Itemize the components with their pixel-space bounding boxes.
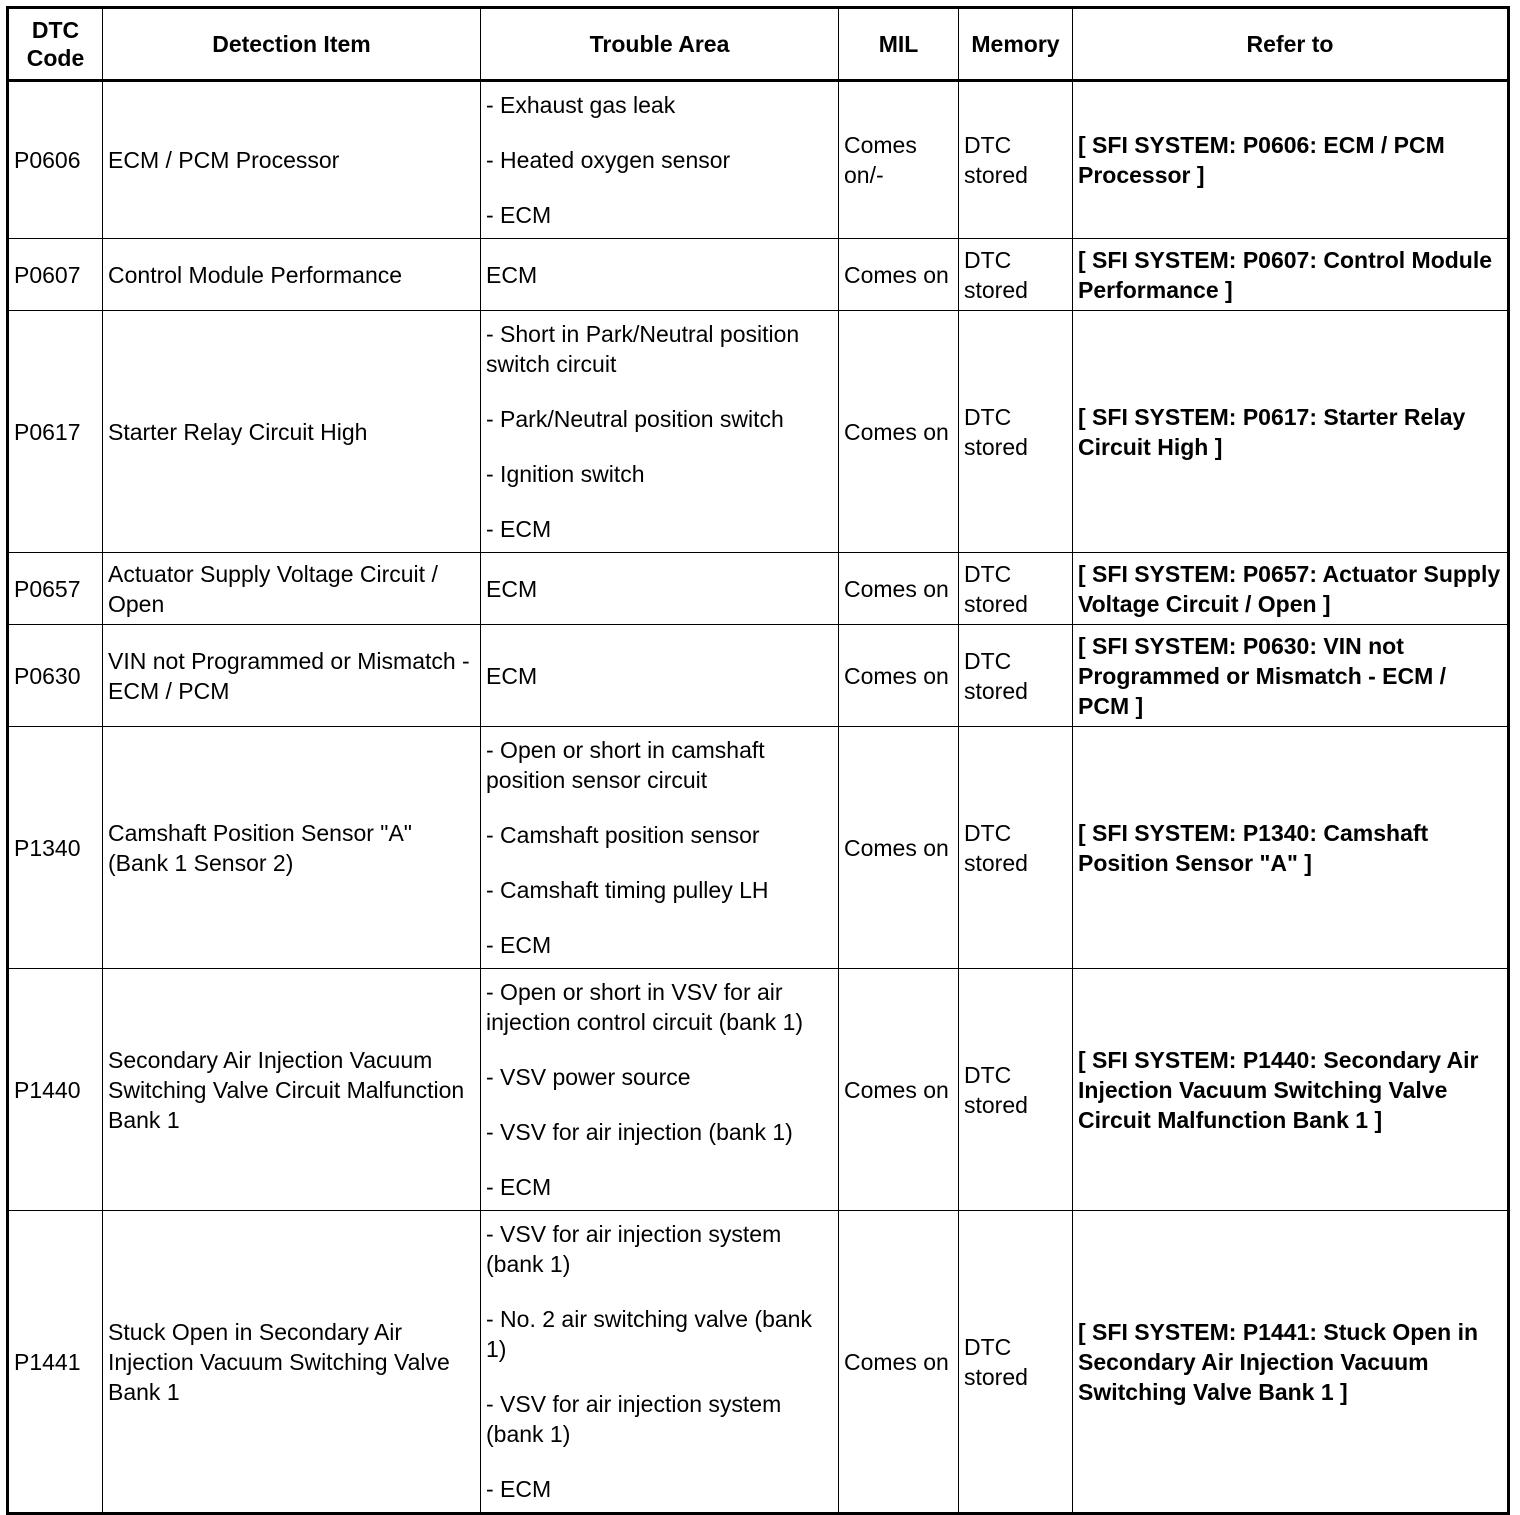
- detection-item-cell: Actuator Supply Voltage Circuit / Open: [103, 553, 481, 625]
- memory-cell: DTC stored: [959, 625, 1073, 727]
- refer-to-cell: [ SFI SYSTEM: P0606: ECM / PCM Processor ]: [1073, 81, 1509, 239]
- table-row: [8, 239, 1509, 311]
- trouble-area-item: - ECM: [486, 1174, 552, 1200]
- refer-to-cell: [ SFI SYSTEM: P0607: Control Module Performance ]: [1073, 239, 1509, 311]
- trouble-area-item: - VSV for air injection system (bank 1): [486, 1391, 782, 1447]
- header-trouble-area: Trouble Area: [481, 8, 839, 81]
- trouble-area-item: - Camshaft timing pulley LH: [486, 877, 769, 903]
- mil-cell: Comes on: [839, 1211, 959, 1514]
- memory-cell: DTC stored: [959, 1211, 1073, 1514]
- trouble-area-item: ECM: [486, 662, 538, 689]
- header-mil: MIL: [839, 8, 959, 81]
- trouble-area-item: - ECM: [486, 1476, 552, 1502]
- trouble-area-item: - Ignition switch: [486, 461, 645, 487]
- table-row: [8, 969, 1509, 1211]
- trouble-area-item: - No. 2 air switching valve (bank 1): [486, 1306, 812, 1362]
- trouble-area-cell: [481, 1211, 839, 1514]
- trouble-area-item: - Open or short in VSV for air injection control circuit (bank 1): [486, 979, 804, 1035]
- refer-to-cell: [ SFI SYSTEM: P0630: VIN not Programmed or Mismatch - ECM / PCM ]: [1073, 625, 1509, 727]
- table-row: [8, 727, 1509, 969]
- detection-item-cell: Secondary Air Injection Vacuum Switching Valve Circuit Malfunction Bank 1: [103, 969, 481, 1211]
- trouble-area-cell: [481, 727, 839, 969]
- trouble-area-item: - Camshaft position sensor: [486, 822, 760, 848]
- table-row: [8, 1211, 1509, 1514]
- refer-to-cell: [ SFI SYSTEM: P1340: Camshaft Position Sensor "A" ]: [1073, 727, 1509, 969]
- trouble-area-cell: [481, 81, 839, 239]
- table-row: [8, 311, 1509, 553]
- memory-cell: DTC stored: [959, 969, 1073, 1211]
- trouble-area-item: ECM: [486, 261, 538, 288]
- trouble-area-item: - Open or short in camshaft position sensor circuit: [486, 737, 765, 793]
- trouble-area-item: - Short in Park/Neutral position switch circuit: [486, 321, 800, 377]
- refer-to-cell: [ SFI SYSTEM: P1440: Secondary Air Injection Vacuum Switching Valve Circuit Malfunction Bank 1 ]: [1073, 969, 1509, 1211]
- header-row: [8, 8, 1509, 81]
- dtc-code-cell: P1340: [8, 727, 103, 969]
- mil-cell: Comes on: [839, 311, 959, 553]
- mil-cell: Comes on: [839, 239, 959, 311]
- refer-to-cell: [ SFI SYSTEM: P0657: Actuator Supply Voltage Circuit / Open ]: [1073, 553, 1509, 625]
- memory-cell: DTC stored: [959, 239, 1073, 311]
- dtc-code-cell: P1441: [8, 1211, 103, 1514]
- header-dtc-code-line1: DTC: [31, 17, 80, 43]
- memory-cell: DTC stored: [959, 727, 1073, 969]
- refer-to-cell: [ SFI SYSTEM: P0617: Starter Relay Circuit High ]: [1073, 311, 1509, 553]
- detection-item-cell: Starter Relay Circuit High: [103, 311, 481, 553]
- detection-item-cell: ECM / PCM Processor: [103, 81, 481, 239]
- mil-cell: Comes on: [839, 969, 959, 1211]
- detection-item-cell: Stuck Open in Secondary Air Injection Vacuum Switching Valve Bank 1: [103, 1211, 481, 1514]
- trouble-area-item: - VSV for air injection (bank 1): [486, 1119, 793, 1145]
- detection-item-cell: Control Module Performance: [103, 239, 481, 311]
- dtc-table: [6, 6, 1510, 1515]
- dtc-code-cell: P0606: [8, 81, 103, 239]
- trouble-area-item: - ECM: [486, 932, 552, 958]
- header-refer-to: Refer to: [1073, 8, 1509, 81]
- header-memory: Memory: [959, 8, 1073, 81]
- mil-cell: Comes on: [839, 553, 959, 625]
- dtc-code-cell: P1440: [8, 969, 103, 1211]
- dtc-code-cell: P0607: [8, 239, 103, 311]
- detection-item-cell: Camshaft Position Sensor "A" (Bank 1 Sensor 2): [103, 727, 481, 969]
- memory-cell: DTC stored: [959, 81, 1073, 239]
- refer-to-cell: [ SFI SYSTEM: P1441: Stuck Open in Secondary Air Injection Vacuum Switching Valve Bank 1 ]: [1073, 1211, 1509, 1514]
- mil-cell: Comes on: [839, 727, 959, 969]
- memory-cell: DTC stored: [959, 311, 1073, 553]
- header-dtc-code-line2: Code: [26, 45, 85, 71]
- mil-cell: Comes on/-: [839, 81, 959, 239]
- trouble-area-item: - ECM: [486, 516, 552, 542]
- trouble-area-item: ECM: [486, 575, 538, 602]
- trouble-area-item: - ECM: [486, 202, 552, 228]
- table-row: [8, 625, 1509, 727]
- trouble-area-item: - Heated oxygen sensor: [486, 147, 731, 173]
- header-detection-item: Detection Item: [103, 8, 481, 81]
- trouble-area-cell: [481, 311, 839, 553]
- detection-item-cell: VIN not Programmed or Mismatch - ECM / PCM: [103, 625, 481, 727]
- trouble-area-item: - VSV power source: [486, 1064, 691, 1090]
- trouble-area-cell: [481, 969, 839, 1211]
- mil-cell: Comes on: [839, 625, 959, 727]
- trouble-area-cell: [481, 553, 839, 625]
- dtc-code-cell: P0617: [8, 311, 103, 553]
- trouble-area-item: - VSV for air injection system (bank 1): [486, 1221, 782, 1277]
- trouble-area-item: - Park/Neutral position switch: [486, 406, 784, 432]
- table-header: [8, 8, 1509, 81]
- trouble-area-cell: [481, 625, 839, 727]
- dtc-code-cell: P0630: [8, 625, 103, 727]
- trouble-area-cell: [481, 239, 839, 311]
- memory-cell: DTC stored: [959, 553, 1073, 625]
- dtc-code-cell: P0657: [8, 553, 103, 625]
- header-dtc-code: [8, 8, 103, 81]
- trouble-area-item: - Exhaust gas leak: [486, 92, 676, 118]
- table-row: [8, 553, 1509, 625]
- table-row: [8, 81, 1509, 239]
